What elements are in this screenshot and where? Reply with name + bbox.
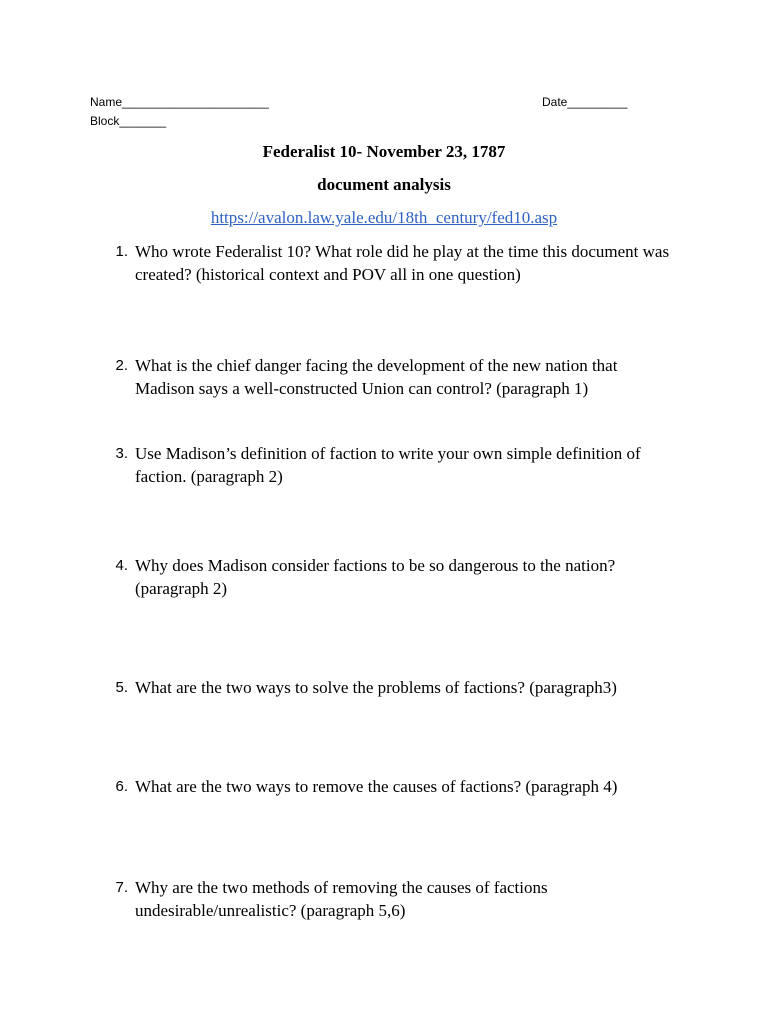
question-number: 4.: [115, 557, 128, 574]
question-number: 5.: [115, 679, 128, 696]
source-link[interactable]: https://avalon.law.yale.edu/18th_century/fed10.asp: [210, 208, 558, 227]
question-text: Use Madison’s definition of faction to write your own simple definition of faction. (paragraph 2): [135, 444, 641, 486]
block-field-label: Block_______: [90, 114, 167, 128]
question-number: 3.: [115, 445, 128, 462]
question-4: [104, 554, 684, 600]
question-7: [104, 876, 684, 922]
question-text: What are the two ways to solve the problems of factions? (paragraph3): [135, 678, 617, 697]
date-field-label: Date_________: [542, 95, 628, 109]
name-field-label: Name______________________: [90, 95, 269, 109]
question-number: 2.: [115, 357, 128, 374]
question-5: [104, 676, 684, 699]
question-1: [104, 240, 684, 286]
question-number: 7.: [115, 879, 128, 896]
question-6: [104, 775, 684, 798]
document-title: Federalist 10- November 23, 1787: [262, 142, 506, 161]
question-number: 6.: [115, 778, 128, 795]
question-text: Why does Madison consider factions to be so dangerous to the nation? (paragraph 2): [135, 556, 616, 598]
question-text: Who wrote Federalist 10? What role did he play at the time this document was created? (historical context and POV all in one question): [135, 242, 670, 284]
question-number: 1.: [115, 243, 128, 260]
question-text: What is the chief danger facing the development of the new nation that Madison says a well-constructed Union can control? (paragraph 1): [135, 356, 618, 398]
question-3: [104, 442, 684, 488]
question-2: [104, 354, 684, 400]
source-link-line: [0, 208, 768, 228]
question-text: Why are the two methods of removing the causes of factions undesirable/unrealistic? (paragraph 5,6): [135, 878, 548, 920]
document-subtitle: document analysis: [317, 175, 451, 194]
question-text: What are the two ways to remove the causes of factions? (paragraph 4): [135, 777, 618, 796]
